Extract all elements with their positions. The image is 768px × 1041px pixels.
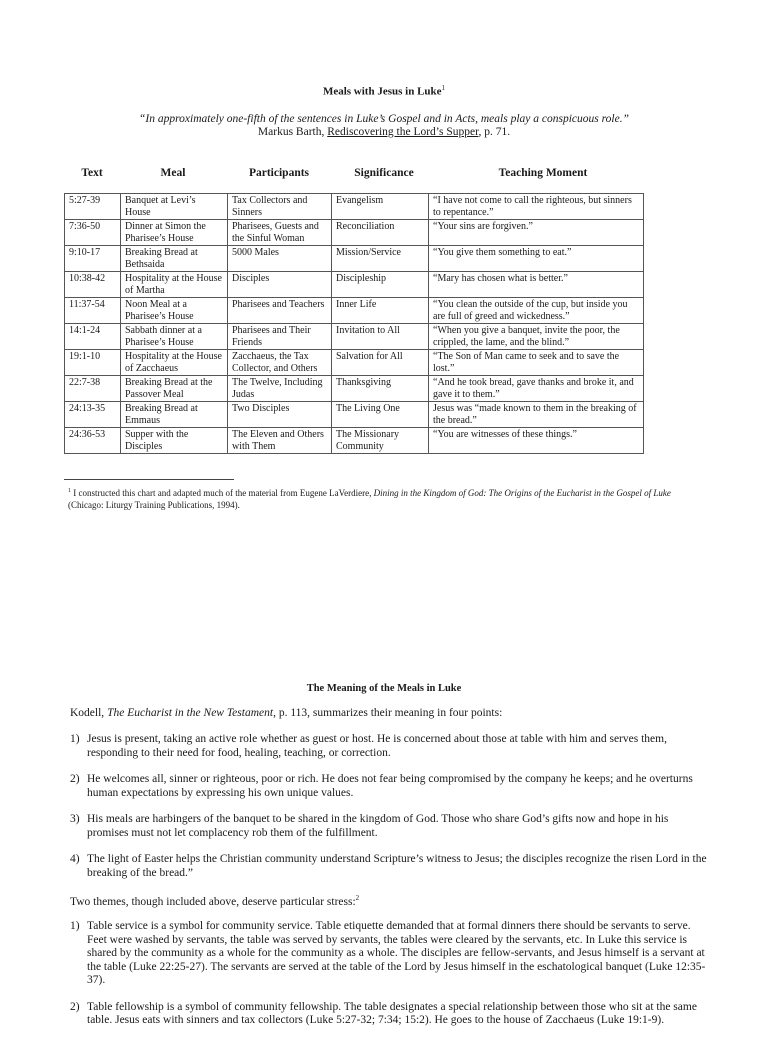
themes-footnote-marker: 2 [355, 894, 360, 902]
footnote-book: Dining in the Kingdom of God: The Origins of the Eucharist in the Gospel of Luke [373, 488, 671, 498]
header-meal: Meal [160, 167, 186, 179]
header-participants: Participants [248, 167, 310, 179]
table-row [65, 272, 644, 298]
meals-table [64, 193, 644, 454]
cell-meal: Breaking Bread at Bethsaida [121, 246, 228, 272]
table-row [65, 376, 644, 402]
cell-significance: The Missionary Community [332, 428, 429, 454]
cell-significance: Reconciliation [332, 220, 429, 246]
cell-significance: Mission/Service [332, 246, 429, 272]
cell-text: 9:10-17 [65, 246, 121, 272]
cell-participants: The Eleven and Others with Them [228, 428, 332, 454]
theme-item [70, 1001, 710, 1028]
cell-text: 10:38-42 [65, 272, 121, 298]
cell-teaching-moment: “I have not come to call the righteous, but sinners to repentance.” [429, 194, 644, 220]
table-row [65, 220, 644, 246]
themes-list [70, 920, 710, 1041]
cell-significance: Inner Life [332, 298, 429, 324]
cell-meal: Breaking Bread at Emmaus [121, 402, 228, 428]
attribution-page: , p. 71. [478, 126, 511, 138]
cell-significance: Invitation to All [332, 324, 429, 350]
themes-intro-text: Two themes, though included above, deserve particular stress: [70, 895, 356, 908]
theme-item-number: 1) [70, 920, 80, 932]
cell-meal: Banquet at Levi’s House [121, 194, 228, 220]
meaning-point-number: 3) [70, 813, 80, 825]
table-header-row [64, 167, 644, 181]
theme-item-text: Table service is a symbol for community service. Table etiquette demanded that at formal dinners there should be servants to serve. Feet were washed by servants, the table was served by servants, the tables were cleared by the servants, etc. In Luke this service is shared by the community as a whole for the community as a whole. The disciples are fellow-servants, and Jesus himself is a servant at the table (Luke 22:25-27). The servants are served at the table of the Lord by Jesus himself in the eschatological banquet (Luke 12:35-37). [87, 920, 706, 986]
cell-text: 5:27-39 [65, 194, 121, 220]
theme-item-text: Table fellowship is a symbol of community fellowship. The table designates a special relationship between those who sit at the same table. Jesus eats with sinners and tax collectors (Luke 5:27-32; 7:34; 15:2). He goes to the house of Zacchaeus (Luke 19:1-9). [87, 1000, 697, 1026]
attribution-book: Rediscovering the Lord’s Supper [327, 126, 479, 138]
footnote-marker: 1 [68, 488, 71, 494]
cell-participants: Pharisees and Teachers [228, 298, 332, 324]
cell-text: 24:36-53 [65, 428, 121, 454]
cell-participants: Pharisees, Guests and the Sinful Woman [228, 220, 332, 246]
footnote-text-a: I constructed this chart and adapted much of the material from Eugene LaVerdiere, [71, 488, 374, 498]
cell-text: 14:1-24 [65, 324, 121, 350]
footnote-text-b: (Chicago: Liturgy Training Publications, 1994). [68, 500, 240, 510]
cell-text: 7:36-50 [65, 220, 121, 246]
cell-significance: Discipleship [332, 272, 429, 298]
cell-teaching-moment: “You clean the outside of the cup, but inside you are full of greed and wickedness.” [429, 298, 644, 324]
cell-meal: Supper with the Disciples [121, 428, 228, 454]
cell-text: 11:37-54 [65, 298, 121, 324]
meaning-point-text: He welcomes all, sinner or righteous, poor or rich. He does not fear being compromised by the company he keeps; and he overturns human expectations by expressing his own unique values. [87, 773, 693, 799]
cell-teaching-moment: Jesus was “made known to them in the breaking of the bread.” [429, 402, 644, 428]
header-significance: Significance [354, 167, 414, 179]
cell-participants: The Twelve, Including Judas [228, 376, 332, 402]
meaning-point-number: 2) [70, 773, 80, 785]
cell-teaching-moment: “When you give a banquet, invite the poor, the crippled, the lame, and the blind.” [429, 324, 644, 350]
cell-teaching-moment: “You give them something to eat.” [429, 246, 644, 272]
cell-meal: Sabbath dinner at a Pharisee’s House [121, 324, 228, 350]
cell-text: 22:7-38 [65, 376, 121, 402]
footnote-divider [64, 479, 234, 480]
meaning-point-text: Jesus is present, taking an active role whether as guest or host. He is concerned about those at table with him and serves them, responding to their need for food, healing, teaching, or correction. [87, 733, 667, 759]
meaning-point [70, 773, 710, 800]
cell-teaching-moment: “You are witnesses of these things.” [429, 428, 644, 454]
theme-item-number: 2) [70, 1000, 80, 1013]
intro-rest: , p. 113, summarizes their meaning in four points: [273, 707, 503, 719]
table-row [65, 324, 644, 350]
cell-meal: Noon Meal at a Pharisee’s House [121, 298, 228, 324]
attribution-author: Markus Barth, [257, 126, 328, 138]
section-intro [70, 707, 710, 719]
footnote [68, 485, 688, 511]
cell-significance: Evangelism [332, 194, 429, 220]
cell-meal: Dinner at Simon the Pharisee’s House [121, 220, 228, 246]
meaning-point-text: The light of Easter helps the Christian community understand Scripture’s witness to Jesus; the disciples recognize the risen Lord in the breaking of the bread.” [87, 853, 707, 879]
intro-book: The Eucharist in the New Testament [107, 707, 274, 719]
meaning-point [70, 813, 710, 840]
cell-teaching-moment: “And he took bread, gave thanks and broke it, and gave it to them.” [429, 376, 644, 402]
meaning-points-list [70, 733, 710, 893]
meals-table-body [65, 194, 644, 454]
cell-text: 24:13-35 [65, 402, 121, 428]
cell-significance: Salvation for All [332, 350, 429, 376]
title-text: Meals with Jesus in Luke [322, 85, 442, 98]
cell-teaching-moment: “Mary has chosen what is better.” [429, 272, 644, 298]
cell-teaching-moment: “The Son of Man came to seek and to save the lost.” [429, 350, 644, 376]
document-title [0, 84, 768, 98]
cell-meal: Breaking Bread at the Passover Meal [121, 376, 228, 402]
table-row [65, 350, 644, 376]
cell-participants: Zacchaeus, the Tax Collector, and Others [228, 350, 332, 376]
title-footnote-marker: 1 [441, 84, 446, 92]
cell-participants: Tax Collectors and Sinners [228, 194, 332, 220]
table-row [65, 402, 644, 428]
intro-author: Kodell, [70, 707, 108, 719]
section-title: The Meaning of the Meals in Luke [306, 683, 462, 694]
cell-significance: Thanksgiving [332, 376, 429, 402]
header-text: Text [81, 167, 103, 179]
epigraph-quote: “In approximately one-fifth of the sentences in Luke’s Gospel and in Acts, meals play a conspicuous role.” [139, 113, 629, 125]
meaning-point-number: 4) [70, 853, 80, 865]
cell-participants: 5000 Males [228, 246, 332, 272]
theme-item [70, 920, 710, 988]
cell-meal: Hospitality at the House of Zacchaeus [121, 350, 228, 376]
meaning-point-number: 1) [70, 733, 80, 745]
cell-teaching-moment: “Your sins are forgiven.” [429, 220, 644, 246]
meaning-point [70, 853, 710, 880]
table-row [65, 194, 644, 220]
meaning-point-text: His meals are harbingers of the banquet to be shared in the kingdom of God. Those who share God’s gifts now and hope in his promises must not let complacency rob them of the fulfillment. [87, 813, 669, 839]
epigraph-attribution [0, 126, 768, 139]
cell-participants: Disciples [228, 272, 332, 298]
cell-meal: Hospitality at the House of Martha [121, 272, 228, 298]
meaning-point [70, 733, 710, 760]
themes-intro [70, 894, 710, 908]
table-row [65, 428, 644, 454]
table-row [65, 246, 644, 272]
cell-significance: The Living One [332, 402, 429, 428]
cell-participants: Two Disciples [228, 402, 332, 428]
header-teaching-moment: Teaching Moment [498, 167, 588, 179]
cell-participants: Pharisees and Their Friends [228, 324, 332, 350]
table-row [65, 298, 644, 324]
cell-text: 19:1-10 [65, 350, 121, 376]
